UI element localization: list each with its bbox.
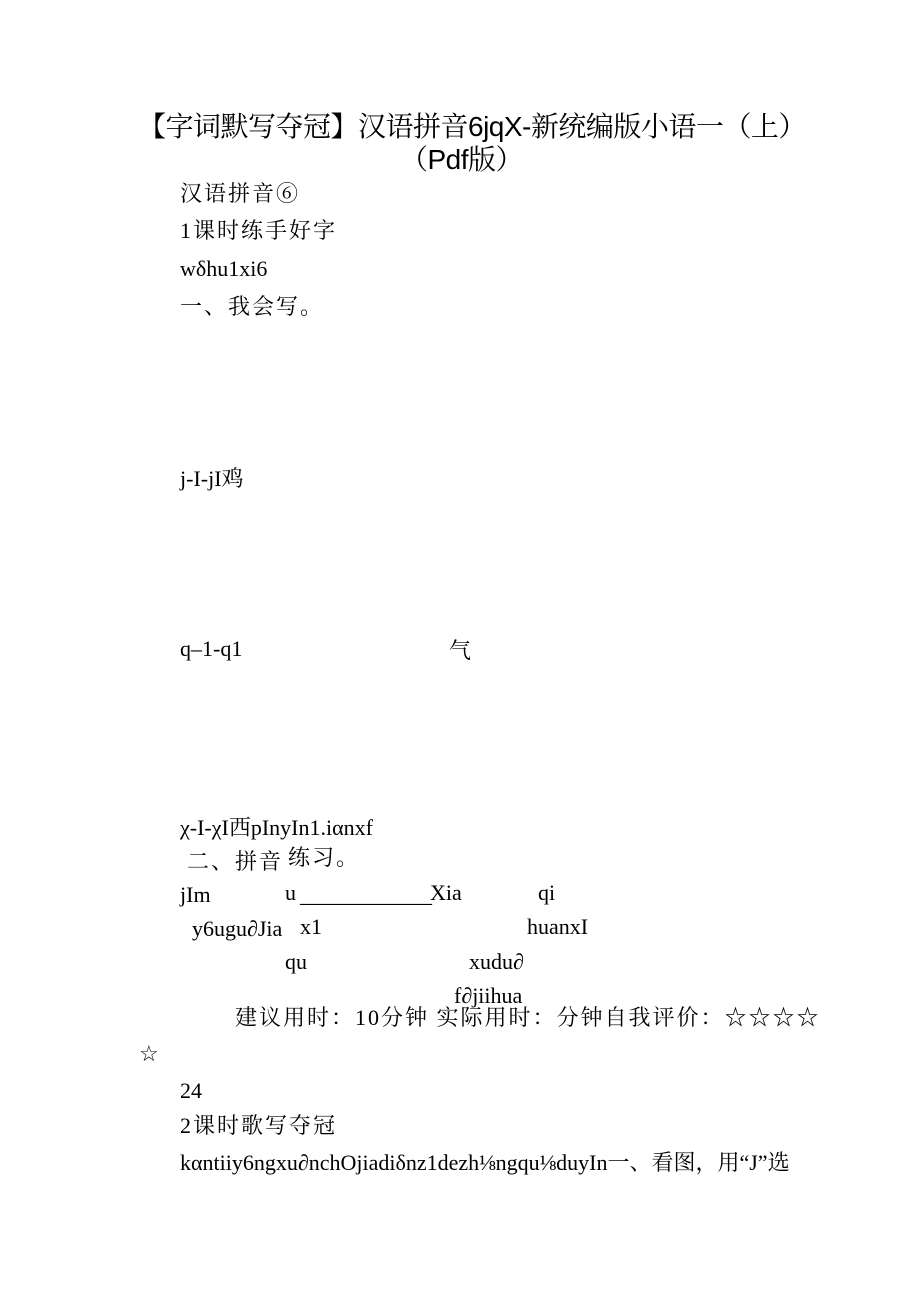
answer-blank: ____________ [300, 882, 432, 907]
practice-word: qi [538, 880, 556, 905]
task2-label-continued: 练习。 [288, 845, 361, 870]
practice-word: Xia [430, 880, 462, 905]
practice-word: jIm [180, 882, 211, 907]
page-number: 24 [180, 1078, 202, 1103]
document-title-line1: 【字词默写夺冠】汉语拼音6jqX-新统编版小语一（上） [138, 111, 806, 142]
document-title-line2: （Pdf版） [400, 144, 524, 175]
syllable-x: χ-I-χI西pInyIn1.iαnxf [180, 815, 373, 840]
practice-word: y6ugu∂Jia [192, 916, 283, 941]
section2-text: kαntiiy6ngxu∂nchOjiadiδnz1dezh⅛ngqu⅛duyIn一、看图，用“J”选 [180, 1150, 790, 1175]
char-qi: 气 [449, 638, 472, 663]
practice-word: xudu∂ [469, 949, 524, 974]
task2-label: 二、拼音 [187, 849, 284, 874]
pinyin-line: wδhu1xi6 [180, 256, 268, 281]
section2-heading: 2课时歌写夺冠 [180, 1113, 338, 1138]
practice-word: qu [285, 949, 307, 974]
rating-star-icon: ☆ [139, 1041, 159, 1066]
task1-label: 一、我会写。 [180, 294, 325, 319]
practice-word: x1 [300, 914, 322, 939]
section1-heading: 1课时练手好字 [180, 218, 338, 243]
lesson-heading: 汉语拼音⑥ [180, 181, 301, 206]
practice-word: u [285, 880, 296, 905]
practice-word: huanxI [527, 914, 589, 939]
syllable-j: j-I-jI鸡 [180, 466, 244, 491]
timing-and-self-evaluation: 建议用时：10分钟 实际用时：分钟自我评价：☆☆☆☆ [235, 1005, 821, 1030]
syllable-q: q–1-q1 [180, 636, 243, 661]
practice-word: f∂jiihua [454, 983, 523, 1008]
